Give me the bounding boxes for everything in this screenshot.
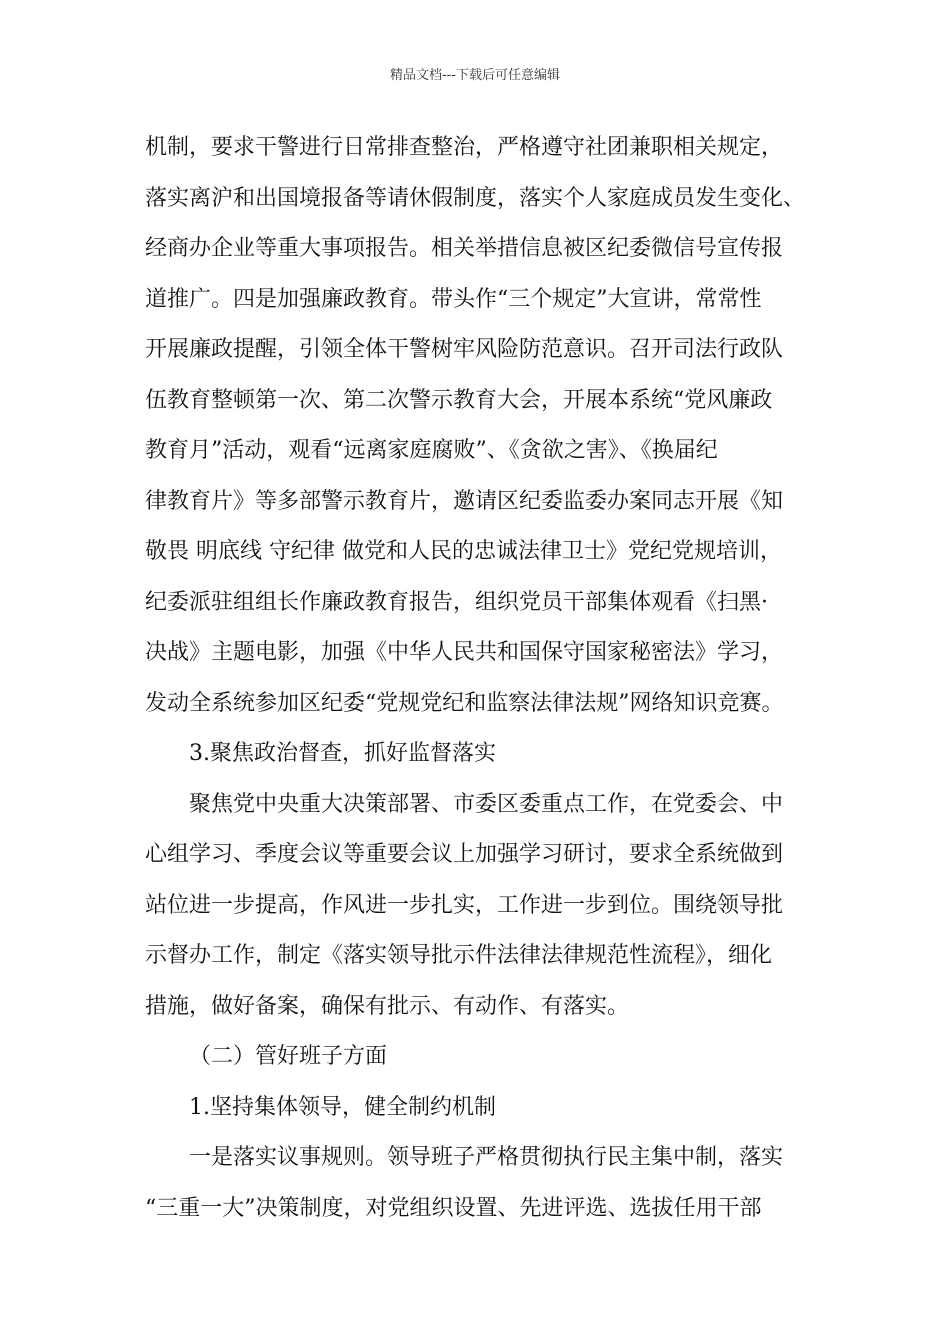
text-line-15: 心组学习、季度会议等重要会议上加强学习研讨，要求全系统做到 bbox=[145, 842, 784, 867]
text-line-4: 道推广。四是加强廉政教育。带头作“三个规定”大宣讲，常常性 bbox=[145, 286, 762, 312]
text-line-3: 经商办企业等重大事项报告。相关举措信息被区纪委微信号宣传报 bbox=[145, 236, 784, 261]
text-line-18: 措施，做好备案，确保有批示、有动作、有落实。 bbox=[145, 993, 630, 1019]
text-line-2: 落实离沪和出国境报备等请休假制度，落实个人家庭成员发生变化、 bbox=[145, 185, 806, 211]
section-heading-political-supervision: 3.聚焦政治督查，抓好监督落实 bbox=[189, 741, 496, 766]
text-line-9: 敬畏 明底线 守纪律 做党和人民的忠诚法律卫士》党纪党规培训， bbox=[145, 539, 782, 564]
text-line-22: “三重一大”决策制度，对党组织设置、先进评选、选拔任用干部 bbox=[145, 1195, 762, 1221]
document-body bbox=[145, 128, 825, 1239]
text-line-14: 聚焦党中央重大决策部署、市委区委重点工作，在党委会、中 bbox=[189, 791, 784, 817]
text-line-8: 律教育片》等多部警示教育片，邀请区纪委监委办案同志开展《知 bbox=[145, 488, 784, 514]
text-line-7: 教育月”活动，观看“远离家庭腐败”、《贪欲之害》、《换届纪 bbox=[145, 438, 718, 463]
section-heading-team-management: （二）管好班子方面 bbox=[189, 1044, 388, 1069]
page-header: 精品文档---下载后可任意编辑 bbox=[389, 68, 561, 83]
text-line-21: 一是落实议事规则。领导班子严格贯彻执行民主集中制，落实 bbox=[189, 1145, 784, 1170]
text-line-12: 发动全系统参加区纪委“党规党纪和监察法律法规”网络知识竞赛。 bbox=[145, 690, 784, 716]
text-line-11: 决战》主题电影，加强《中华人民共和国保守国家秘密法》学习， bbox=[145, 640, 784, 665]
text-line-1: 机制，要求干警进行日常排查整治，严格遵守社团兼职相关规定， bbox=[145, 135, 784, 160]
text-line-17: 示督办工作，制定《落实领导批示件法律法律规范性流程》，细化 bbox=[145, 943, 773, 968]
section-heading-collective-leadership: 1.坚持集体领导，健全制约机制 bbox=[189, 1094, 496, 1120]
text-line-6: 伍教育整顿第一次、第二次警示教育大会，开展本系统“党风廉政 bbox=[145, 387, 773, 413]
text-line-5: 开展廉政提醒，引领全体干警树牢风险防范意识。召开司法行政队 bbox=[145, 337, 784, 362]
text-line-16: 站位进一步提高，作风进一步扎实，工作进一步到位。围绕领导批 bbox=[145, 892, 784, 918]
text-line-10: 纪委派驻组组长作廉政教育报告，组织党员干部集体观看《扫黑· bbox=[145, 589, 768, 615]
